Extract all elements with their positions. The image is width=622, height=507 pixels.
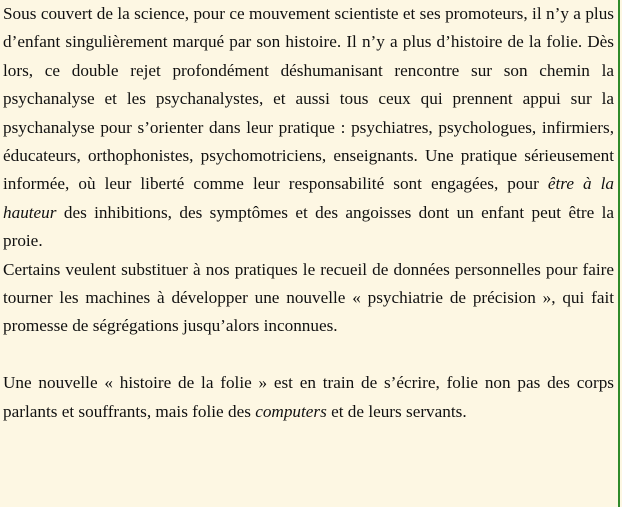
- paragraph-1: [3, 0, 614, 256]
- paragraph-1-emphasis: être à la hauteur: [3, 174, 615, 222]
- paragraph-1-text-a: Sous couvert de la science, pour ce mouvement scientiste et ses promoteurs, il n’y a plus d’enfant singulièrement marqué par son histoire. Il n’y a plus d’histoire de la folie. Dès lors, ce double rejet profondément déshumanisant rencontre sur son chemin la psychanalyse et les psychanalystes, et aussi tous ceux qui prennent appui sur la psychanalyse pour s’orienter dans leur pratique : psychiatres, psychologues, infirmiers, éducateurs, orthophonistes, psychomotriciens, enseignants. Une pratique sérieusement informée, où leur liberté comme leur responsabilité sont engagées, pour: [3, 4, 614, 194]
- paragraph-1-text-b: des inhibitions, des symptômes et des angoisses dont un enfant peut être la proie.: [3, 202, 614, 251]
- paragraph-3-text-a: Une nouvelle « histoire de la folie » est en train de s’écrire, folie non pas des corps parlants et souffrants, mais folie des: [3, 373, 614, 421]
- article-body: [3, 0, 614, 426]
- paragraph-3-text-b: et de leurs servants.: [326, 401, 467, 421]
- paragraph-2: Certains veulent substituer à nos pratiques le recueil de données personnelles pour faire tourner les machines à développer une nouvelle « psychiatrie de précision », qui fait promesse de ségrégations jusqu’alors inconnues.: [3, 259, 614, 336]
- paragraph-3: [3, 369, 614, 426]
- paragraph-3-emphasis: computers: [255, 401, 327, 421]
- paragraph-spacer: [3, 341, 614, 369]
